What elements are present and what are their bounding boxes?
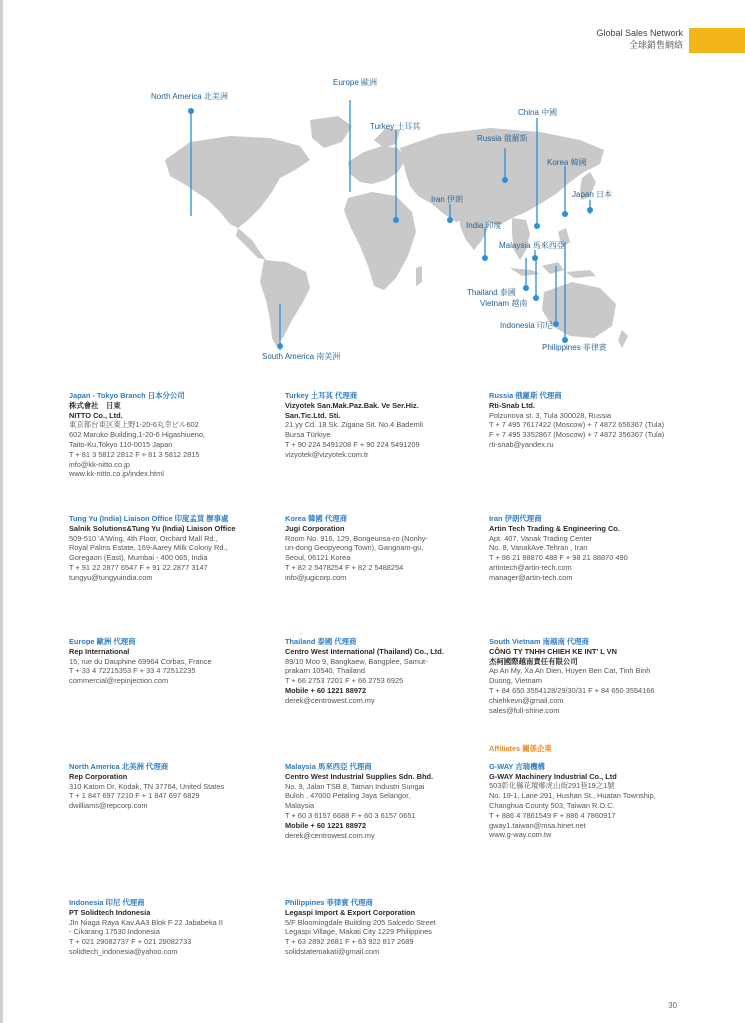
entry-address: Legaspi Village, Makati City 1229 Philippines [285, 927, 432, 937]
contact-iran [489, 514, 679, 583]
entry-address: 5/F Bloomingdale Building 205 Salcedo Street [285, 917, 436, 927]
entry-company: Rti-Snab Ltd. [489, 400, 535, 410]
entry-website[interactable]: www.kk-nitto.co.jp/index.html [69, 469, 164, 479]
entry-address: 310 Katom Dr, Kodak, TN 37764, United States [69, 781, 225, 791]
entry-company: CÔNG TY TNHH CHIEH KE INT' L VN [489, 646, 617, 656]
entry-address: No. 19-1, Lane 291, Hushan St., Huatan Township, [489, 791, 656, 801]
entry-email[interactable]: derek@centrowest.com.my [285, 830, 375, 840]
entry-fax: F + 7 495 3352867 (Moscow) + 7 4872 356367 (Tula) [489, 430, 665, 440]
map-label-south-america: South America 南美洲 [262, 352, 341, 361]
entry-phone: T + 98 21 88870 488 F + 98 21 88870 490 [489, 553, 628, 563]
entry-title: Turkey 土耳其 代理商 [285, 391, 358, 400]
entry-email[interactable]: info@kk-nitto.co.jp [69, 459, 130, 469]
entry-address: 89/10 Moo 9, Bangkaew, Bangplee, Samut- [285, 656, 428, 666]
entry-title: Malaysia 馬來西亞 代理商 [285, 762, 372, 771]
entry-address: Duong, Vietnam [489, 676, 542, 686]
entry-email[interactable]: commercial@repinjection.com [69, 676, 169, 686]
entry-mobile: Mobile + 60 1221 88972 [285, 685, 367, 695]
contact-indonesia [69, 898, 259, 957]
entry-company: NITTO Co., Ltd. [69, 410, 123, 420]
entry-address: 602 Maruko Building,1-20-6 Higashiueno, [69, 430, 205, 440]
entry-title: Tung Yu (India) Liaison Office 印度孟買 辦事處 [69, 514, 229, 523]
entry-company: Jugi Corporation [285, 523, 345, 533]
section-tab [689, 28, 745, 53]
entry-title: Iran 伊朗代理商 [489, 514, 542, 523]
entry-address: Apt. 407, Vanak Trading Center [489, 533, 592, 543]
entry-email[interactable]: tungyu@tungyuindia.com [69, 572, 153, 582]
entry-email[interactable]: artintech@artin-tech.com [489, 562, 572, 572]
contact-philippines [285, 898, 475, 957]
map-label-iran: Iran 伊朗 [431, 195, 464, 204]
entry-company: Centro West International (Thailand) Co., Ltd. [285, 646, 444, 656]
entry-email[interactable]: manager@artin-tech.com [489, 572, 573, 582]
entry-phone: T + 7 495 7617422 (Moscow) + 7 4872 656367 (Tula) [489, 420, 665, 430]
entry-phone: T + 66 2753 7201 F + 66 2753 6925 [285, 676, 404, 686]
header-title-zh: 全球銷售網絡 [628, 40, 683, 50]
entry-company: Centro West Industrial Supplies Sdn. Bhd. [285, 771, 434, 781]
entry-phone: T + 91 22 2877 6547 F + 91 22 2877 3147 [69, 562, 208, 572]
entry-address: Polzunova st. 3, Tula 300028, Russia [489, 410, 612, 420]
map-label-japan: Japan 日本 [572, 190, 613, 199]
entry-address: Taito-Ku,Tokyo 110-0015 Japan [69, 439, 173, 449]
entry-email[interactable]: dwilliams@repcorp.com [69, 801, 148, 811]
entry-title: Philippines 菲律賓 代理商 [285, 898, 373, 907]
entry-address: 509-510 'A'Wing, 4th Floor, Orchard Mall Rd., [69, 533, 218, 543]
entry-email[interactable]: rti-snab@yandex.ru [489, 439, 554, 449]
entry-phone: T + 33 4 72215353 F + 33 4 72512235 [69, 666, 196, 676]
entry-company: Salnik Solutions&Tung Yu (India) Liaison Office [69, 523, 236, 533]
entry-address: Seoul, 06121 Korea [285, 553, 351, 563]
entry-email[interactable]: derek@centrowest.com.my [285, 695, 375, 705]
entry-address: Bursa Türkiye [285, 430, 331, 440]
entry-company: Rep Corporation [69, 771, 128, 781]
entry-email[interactable]: chiehkevn@gmail.com [489, 695, 564, 705]
header-title-en: Global Sales Network [596, 28, 683, 38]
entry-address: 15, rue du Dauphine 69964 Corbas, France [69, 656, 212, 666]
entry-company: Vizyotek San.Mak.Paz.Bak. Ve Ser.Hiz. [285, 400, 419, 410]
entry-address: Buloh , 47000 Petaling Jaya Selangor, [285, 791, 411, 801]
entry-phone: T + 81 3 5812 2812 F + 81 3 5812 2815 [69, 449, 200, 459]
entry-address: No. 9, Jalan TSB 8, Taman Industri Sungai [285, 781, 425, 791]
entry-company: 杰柯國際越南責任有限公司 [489, 656, 578, 666]
map-label-malaysia: Malaysia 馬來西亞 [499, 241, 565, 250]
entry-address: 東京都台東区東上野1-20-6丸幸ビル602 [69, 420, 199, 430]
entry-company: G-WAY Machinery Industrial Co., Ltd [489, 771, 617, 781]
entry-address: un-dong Geopyeong Town), Gangnam-gu, [285, 543, 424, 553]
left-margin-rule [0, 0, 3, 1023]
map-label-north-america: North America 北美洲 [151, 92, 228, 101]
entry-title: Thailand 泰國 代理商 [285, 637, 357, 646]
contact-europe [69, 637, 259, 686]
entry-email[interactable]: vizyotek@vizyotek.com.tr [285, 449, 369, 459]
entry-company: Legaspi Import & Export Corporation [285, 907, 416, 917]
contact-russia [489, 391, 689, 450]
entry-title: North America 北美洲 代理商 [69, 762, 169, 771]
contact-north-america [69, 762, 259, 811]
entry-title: Russia 俄羅斯 代理商 [489, 391, 562, 400]
entry-title: Korea 韓國 代理商 [285, 514, 348, 523]
map-label-russia: Russia 俄羅斯 [477, 134, 528, 143]
entry-address: 503彰化縣花壇鄉虎山街291巷19之1號 [489, 781, 615, 791]
entry-title: Indonesia 印尼 代理商 [69, 898, 145, 907]
entry-phone: T + 60 3 6157 6688 F + 60 3 6157 0651 [285, 810, 416, 820]
contact-affiliates [489, 744, 689, 840]
entry-mobile: Mobile + 60 1221 88972 [285, 820, 367, 830]
entry-company: Rep International [69, 646, 130, 656]
map-label-india: India 印度 [466, 221, 502, 230]
entry-address: Ap An My, Xa An Dien, Huyen Ben Cat, Tinh Binh [489, 666, 651, 676]
contact-thailand [285, 637, 481, 706]
entry-address: Malaysia [285, 801, 315, 811]
entry-address: Jln Niaga Raya Kav.AA3 Blok F 22 Jababeka II [69, 917, 223, 927]
contact-vietnam [489, 637, 689, 715]
entry-title: G-WAY 吉瑞機構 [489, 761, 545, 771]
entry-phone: T + 63 2892 2681 F + 63 922 817 2689 [285, 937, 414, 947]
entry-email[interactable]: solidstatemakati@gmail.com [285, 946, 380, 956]
contact-japan [69, 391, 259, 479]
entry-address: Changhua County 503, Taiwan R.O.C. [489, 800, 615, 810]
entry-email[interactable]: solidtech_indonesia@yahoo.com [69, 946, 178, 956]
contact-india [69, 514, 269, 583]
map-label-thailand: Thailand 泰國 [467, 288, 516, 297]
entry-phone: T + 82 2 5478254 F + 82 2 5488254 [285, 562, 404, 572]
entry-address: No. 8, VanakAve.Tehran , Iran [489, 543, 588, 553]
map-label-indonesia: Indonesia 印尼 [500, 321, 553, 330]
entry-title: Japan - Tokyo Branch 日本分公司 [69, 391, 185, 400]
affiliates-heading: Affiliates 關係企業 [489, 744, 552, 753]
page-number: 30 [668, 1001, 677, 1010]
entry-title: Europe 歐洲 代理商 [69, 637, 136, 646]
contact-korea [285, 514, 475, 583]
entry-email[interactable]: sales@full-shine.com [489, 705, 560, 715]
entry-company: San.Tic.Ltd. Sti. [285, 410, 341, 420]
entry-address: Goregaon (East), Mumbai - 400 065, India [69, 553, 208, 563]
map-label-korea: Korea 韓國 [547, 158, 587, 167]
contact-turkey [285, 391, 475, 460]
map-label-china: China 中國 [518, 108, 558, 117]
entry-address: prakarn 10540, Thailand [285, 666, 365, 676]
map-label-turkey: Turkey 土耳其 [370, 122, 421, 131]
entry-title: South Vietnam 南越南 代理商 [489, 637, 590, 646]
map-label-philippines: Philippines 菲律賓 [542, 343, 607, 352]
entry-address: - Cikarang 17530 Indonesia [69, 927, 160, 937]
entry-email[interactable]: info@jugicorp.com [285, 572, 347, 582]
entry-phone: T + 84 650 3554128/29/30/31 F + 84 650 3554166 [489, 685, 655, 695]
entry-company: Artin Tech Trading & Engineering Co. [489, 523, 620, 533]
entry-email[interactable]: gway1.taiwan@msa.hinet.net [489, 820, 586, 830]
entry-phone: T + 021 29082737 F + 021 29082733 [69, 937, 192, 947]
contact-malaysia [285, 762, 475, 840]
entry-address: Royal Palms Estate, 169-Aarey Milk Colony Rd., [69, 543, 228, 553]
map-label-vietnam: Vietnam 越南 [480, 299, 528, 308]
entry-company: PT Solidtech Indonesia [69, 907, 151, 917]
entry-phone: T + 886 4 7861549 F + 886 4 7860917 [489, 810, 616, 820]
entry-phone: T + 90 224 5491208 F + 90 224 5491209 [285, 439, 420, 449]
entry-address: Room No. 916, 129, Bongeunsa-ro (Nonhy- [285, 533, 428, 543]
page-header [596, 27, 683, 51]
entry-website[interactable]: www.g-way.com.tw [489, 830, 552, 840]
world-map [160, 100, 630, 360]
entry-address: 21.yy Cd. 18 Sk. Zigana Sit. No.4 Bademli [285, 420, 424, 430]
entry-company: 株式會社 日東 [69, 400, 121, 410]
world-map-graphic [160, 100, 630, 360]
entry-phone: T + 1 847 697 7210 F + 1 847 697 6829 [69, 791, 200, 801]
map-label-europe: Europe 歐洲 [333, 78, 378, 87]
